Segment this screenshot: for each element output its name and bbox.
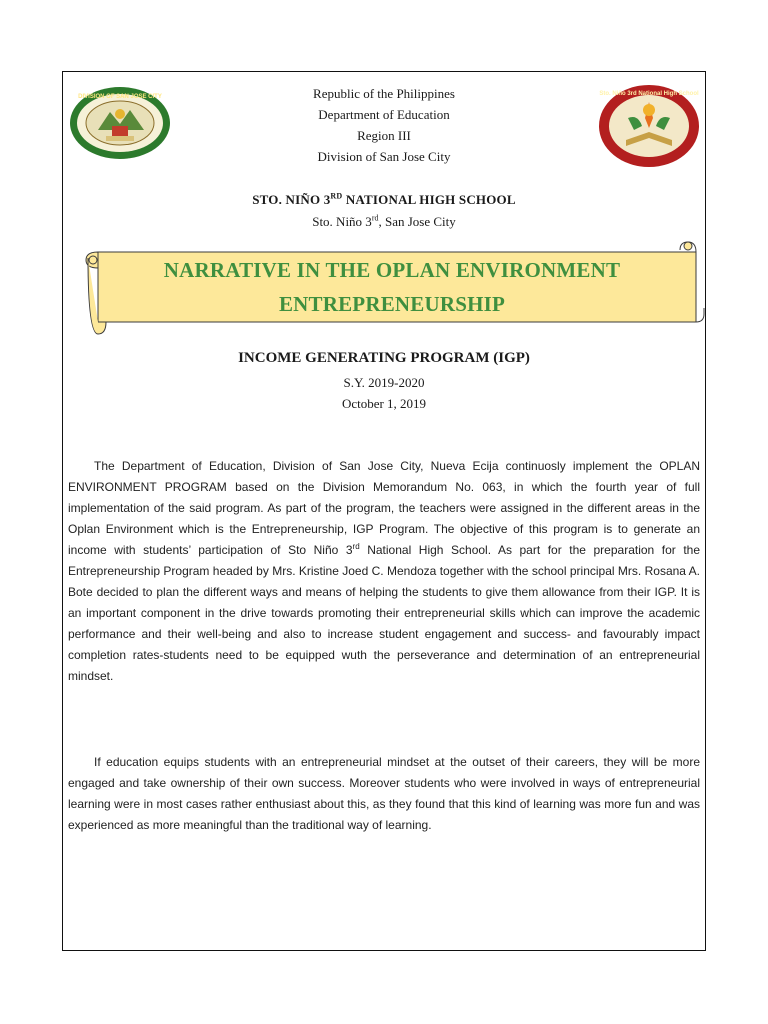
header-republic: Republic of the Philippines — [313, 86, 455, 101]
header-region: Region III — [357, 128, 411, 143]
school-seal-ring-text: Sto. Niño 3rd National High School — [599, 91, 699, 97]
program-title: INCOME GENERATING PROGRAM (IGP) — [238, 350, 530, 366]
body-paragraph-2: If education equips students with an entrepreneurial mindset at the outset of their careers, they will be more engaged and take ownership of their own success. Moreover students who were involved in ways of entrepreneurial learning were in most cases rather enthusiast about this, as they found that this kind of learning was more fun and was experienced as more meaningful than the traditional way of learning. — [68, 755, 700, 832]
school-name — [0, 192, 768, 208]
school-name-suffix: NATIONAL HIGH SCHOOL — [342, 192, 516, 207]
body-paragraph-1-superscript: rd — [352, 542, 360, 551]
header-division: Division of San Jose City — [317, 149, 451, 164]
body-paragraph-1 — [68, 456, 700, 687]
school-name-superscript: RD — [330, 191, 343, 201]
body-paragraph-1-part1: The Department of Education, Division of San Jose City, Nueva Ecija continuosly implement the OPLAN ENVIRONMENT PROGRAM based on the Division Memorandum No. 063, in which the fourth year of full implementation of the said program. As part of the program, the teachers were assigned in the different areas in the Oplan Environment which is the Entrepreneurship, IGP Program. The objective of this program is to generate an income with students’ participation of Sto Niño 3 — [68, 459, 700, 557]
title-scroll-banner — [80, 238, 710, 338]
school-year: S.Y. 2019-2020 — [343, 375, 425, 390]
school-address-superscript: rd — [371, 213, 379, 223]
banner-title-line1: NARRATIVE IN THE OPLAN ENVIRONMENT — [163, 258, 621, 282]
body-paragraph-1-part2: National High School. As part for the preparation for the Entrepreneurship Program headed by Mrs. Kristine Joed C. Mendoza together with the school principal Mrs. Rosana A. Bote decided to plan the different ways and means of helping the students to give them allowance from their IGP. It is an important component in the drive towards promoting their entrepreneurial skills which can improve the academic performance and their well-being and also to increase student engagement and success- and favourably impact completion rates-students need to be equipped wuth the perseverance and determination of an entrepreneurial mindset. — [68, 543, 701, 683]
program-date: October 1, 2019 — [341, 396, 427, 411]
seal-ring-text: DIVISION OF SAN JOSE CITY — [78, 94, 162, 100]
school-address-suffix: , San Jose City — [378, 214, 456, 229]
banner-title-line2: ENTREPRENEURSHIP — [278, 292, 506, 316]
school-name-prefix: STO. NIÑO 3 — [252, 192, 331, 207]
school-address — [0, 214, 768, 230]
school-address-prefix: Sto. Niño 3 — [312, 214, 372, 229]
header-department: Department of Education — [318, 107, 450, 122]
